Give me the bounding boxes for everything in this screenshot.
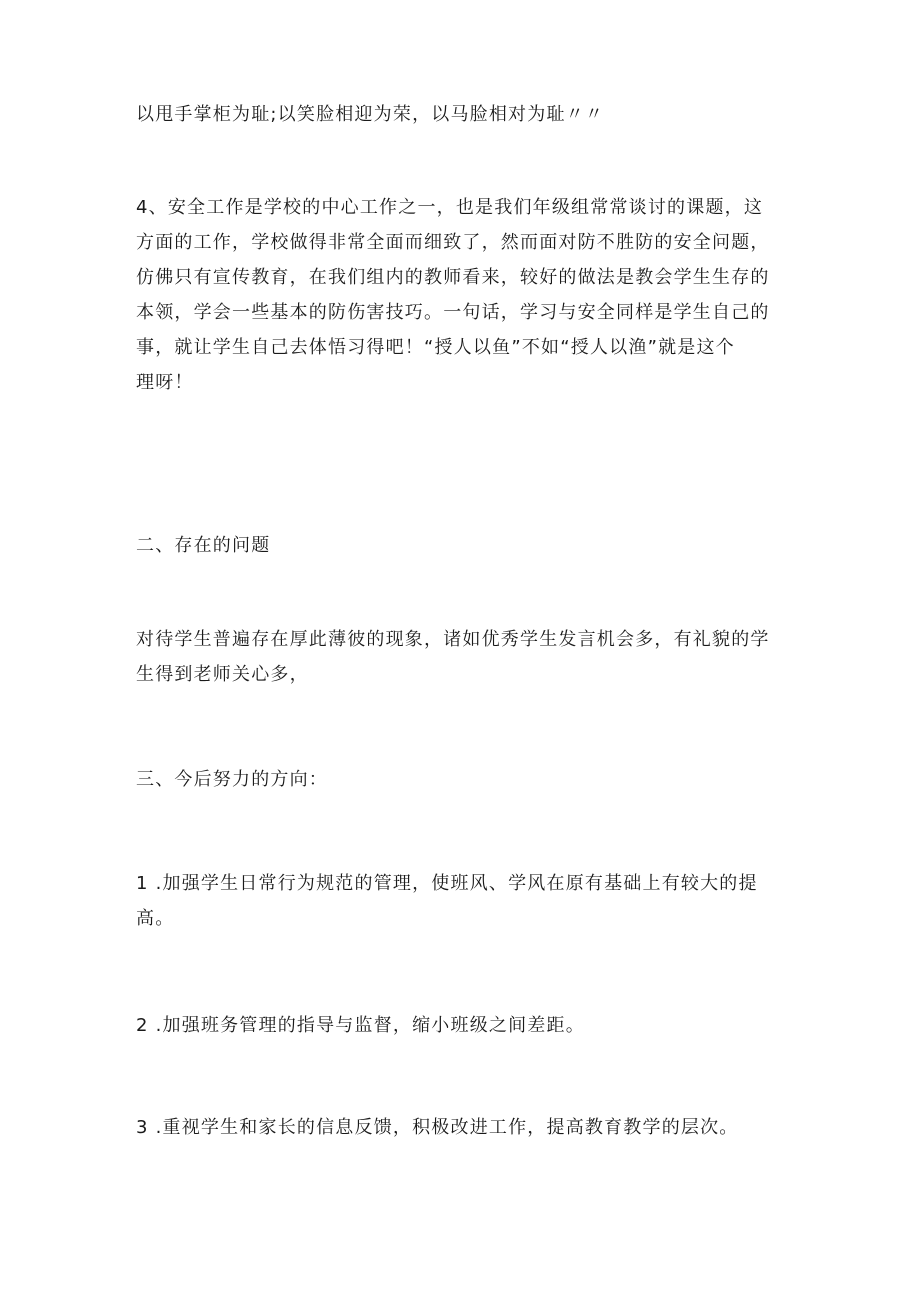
text-line: 4、安全工作是学校的中心工作之一，也是我们年级组常常谈讨的课题，这: [136, 197, 764, 218]
section-heading-problems: [136, 528, 796, 563]
text-line: 本领，学会一些基本的防伤害技巧。一句话，学习与安全同样是学生自己的: [136, 302, 770, 323]
text-line: 高。: [136, 908, 175, 929]
text-line: 对待学生普遍存在厚此薄彼的现象，诸如优秀学生发言机会多，有礼貌的学: [136, 629, 770, 650]
paragraph-problems: [136, 622, 796, 692]
text-line: 以甩手掌柜为耻;以笑脸相迎为荣，以马脸相对为耻〃〃: [136, 104, 605, 125]
text-line: 生得到老师关心多，: [136, 664, 309, 685]
heading-text: 三、今后努力的方向：: [136, 769, 328, 790]
heading-text: 二、存在的问题: [136, 535, 271, 556]
section-heading-direction: [136, 762, 796, 797]
text-line: 2 .加强班务管理的指导与监督，缩小班级之间差距。: [136, 1015, 585, 1036]
paragraph-intro: [136, 97, 796, 132]
list-item-2: [136, 1008, 796, 1043]
text-line: 理呀！: [136, 372, 194, 393]
text-line: 1 .加强学生日常行为规范的管理，使班风、学风在原有基础上有较大的提: [136, 873, 758, 894]
paragraph-safety: [136, 190, 796, 400]
text-line: 事，就让学生自己去体悟习得吧！“授人以鱼”不如“授人以渔”就是这个: [136, 337, 735, 358]
list-item-3: [136, 1110, 796, 1145]
text-line: 方面的工作，学校做得非常全面而细致了，然而面对防不胜防的安全问题，: [136, 232, 770, 253]
text-line: 3 .重视学生和家长的信息反馈，积极改进工作，提高教育教学的层次。: [136, 1117, 739, 1138]
list-item-1: [136, 866, 796, 936]
text-line: 仿佛只有宣传教育，在我们组内的教师看来，较好的做法是教会学生生存的: [136, 267, 770, 288]
